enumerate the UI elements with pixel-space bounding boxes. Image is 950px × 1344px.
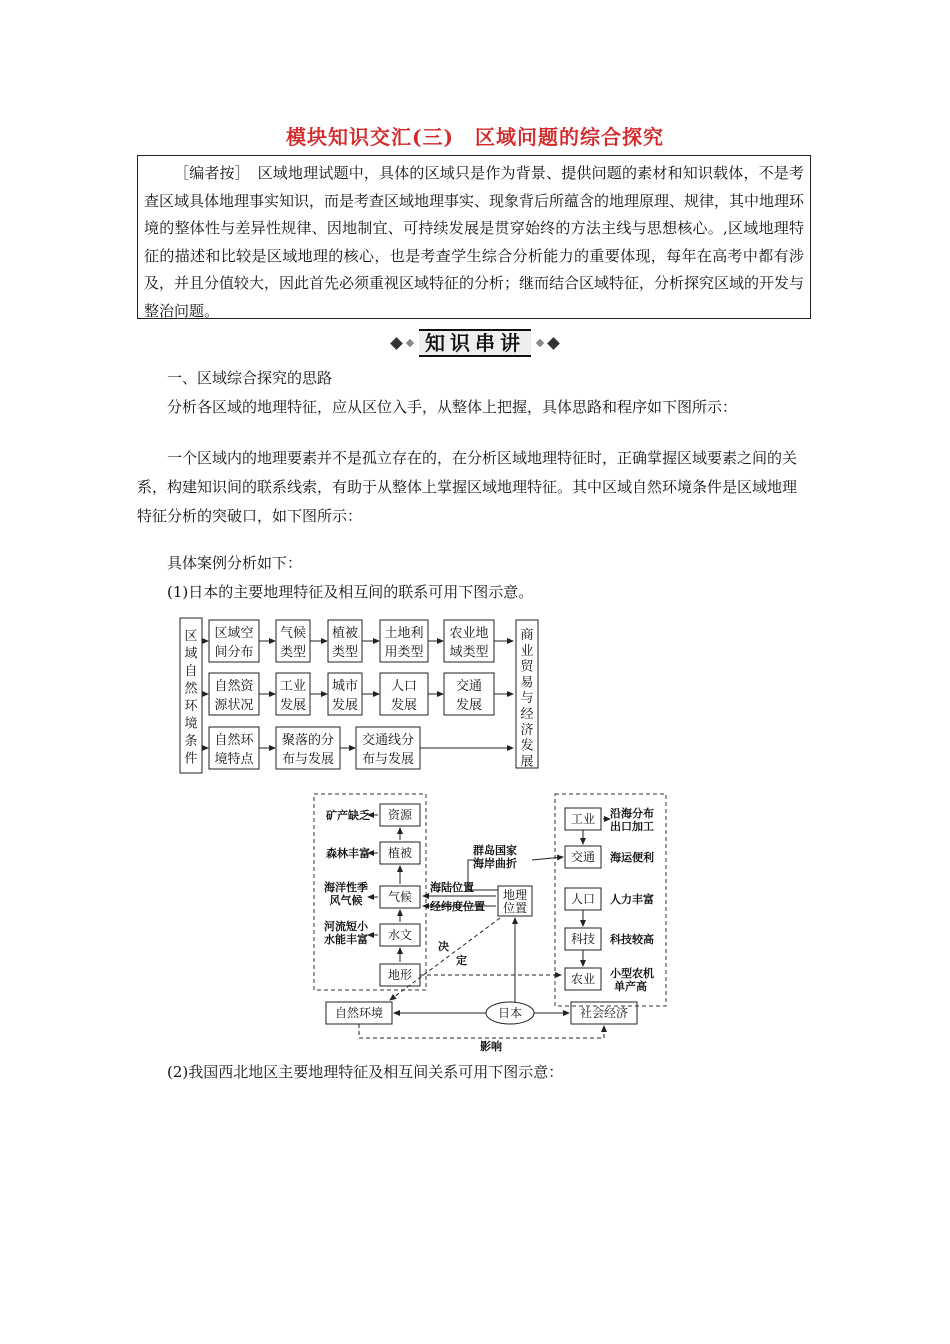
flow-box-text: 自然资 <box>214 679 254 694</box>
flow-box-text: 域类型 <box>449 645 489 660</box>
editor-note: ［编者按］ 区域地理试题中，具体的区域只是作为背景、提供问题的素材和知识载体，不是考查区域具体地理事实知识，而是考查区域地理事实、现象背后所蕴含的地理原理、规律，其中地理环境的整体性与差异性规律、因地制宜、可持续发展是贯穿始终的方法主线与思想核心。,区域地理特征的描述和比较是区域地理的核心，也是考查学生综合分析能力的重要体现，每年在高考中都有涉及，并且分值较大，因此首先必须重视区域特征的分析；继而结合区域特征，分析探究区域的开发与整治问题。 <box>137 155 811 319</box>
label: 海洋性季 <box>324 881 368 894</box>
flow-box-text: 聚落的分 <box>281 733 335 748</box>
label: 水能丰富 <box>324 933 368 946</box>
flow-box-text: 区域空 <box>214 626 254 641</box>
transport-box-text: 交通 <box>570 850 596 864</box>
location-box-text: 地理 <box>502 888 528 902</box>
flow-box-text: 发展 <box>279 698 307 713</box>
left-bar-char: 环 <box>184 699 198 714</box>
label: 森林丰富 <box>326 847 370 860</box>
flow-box-text: 源状况 <box>214 698 254 713</box>
paragraph: (1)日本的主要地理特征及相互间的联系可用下图示意。 <box>167 583 534 601</box>
region-conditions-diagram <box>176 612 546 777</box>
label: 海陆位置 <box>430 881 474 894</box>
diamond-icon <box>547 337 560 350</box>
agriculture-box-text: 农业 <box>570 972 596 986</box>
label: 影响 <box>480 1040 502 1053</box>
left-bar-char: 自 <box>184 664 198 679</box>
climate-box-text: 气候 <box>387 890 413 904</box>
label: 科技较高 <box>610 933 654 946</box>
label: 出口加工 <box>610 820 654 833</box>
label: 河流短小 <box>324 920 368 933</box>
label: 风气候 <box>329 894 363 907</box>
population-box-text: 人口 <box>570 892 596 906</box>
label: 单产高 <box>614 980 647 993</box>
flow-box-text: 用类型 <box>384 645 424 660</box>
paragraph: 分析各区域的地理特征，应从区位入手，从整体上把握，具体思路和程序如下图所示： <box>167 398 738 416</box>
right-bar-char: 业 <box>520 643 534 659</box>
label: 海运便利 <box>610 851 654 864</box>
flow-box-text: 类型 <box>331 645 359 660</box>
flow-box-text: 气候 <box>279 626 307 641</box>
left-bar-char: 件 <box>184 751 198 767</box>
left-bar-char: 然 <box>184 681 198 697</box>
right-bar-text <box>520 627 534 769</box>
right-bar-char: 经 <box>520 707 534 722</box>
right-bar-char: 贸 <box>520 659 534 675</box>
label: 定 <box>456 954 467 967</box>
section-banner <box>0 329 950 357</box>
paragraph: 一个区域内的地理要素并不是孤立存在的，在分析区域地理特征时，正确掌握区域要素之间的关系，构建知识间的联系线索，有助于从整体上掌握区域地理特征。其中区域自然环境条件是区域地理特征分析的突破口，如下图所示： <box>137 449 798 525</box>
diagram-line <box>359 1024 604 1038</box>
flow-box-text: 发展 <box>390 698 418 713</box>
label: 群岛国家 <box>473 844 517 857</box>
left-bar-char: 域 <box>184 646 198 662</box>
vegetation-box-text: 植被 <box>387 846 413 860</box>
flow-box-text: 间分布 <box>214 645 254 660</box>
japan-diagram <box>308 790 673 1060</box>
left-bar-char: 境 <box>184 716 198 732</box>
label: 决 <box>438 940 449 953</box>
section-heading: 一、区域综合探究的思路 <box>167 369 333 387</box>
label: 矿产缺乏 <box>326 809 370 822</box>
flow-box-text: 植被 <box>331 626 359 641</box>
right-bar-char: 发 <box>520 738 534 754</box>
label: 人力丰富 <box>610 893 654 906</box>
diamond-icon <box>536 339 544 347</box>
left-bar-text <box>184 629 198 767</box>
left-bar-char: 条 <box>184 734 198 749</box>
flow-box-text: 交通 <box>455 679 483 694</box>
flow-box-text: 发展 <box>331 698 359 713</box>
right-bar-char: 展 <box>520 754 534 770</box>
label: 小型农机 <box>610 967 654 980</box>
flow-box-text: 土地利 <box>384 626 424 641</box>
diamond-icon <box>390 337 403 350</box>
industry-box-text: 工业 <box>570 812 596 826</box>
flow-box-text: 自然环 <box>214 733 254 748</box>
natural-env-box-text: 自然环境 <box>334 1006 384 1020</box>
flow-box-text: 工业 <box>279 679 307 694</box>
technology-box-text: 科技 <box>570 932 596 946</box>
right-bar-char: 与 <box>520 691 534 707</box>
hydrology-box-text: 水文 <box>387 928 413 942</box>
japan-node-text: 日本 <box>497 1006 523 1020</box>
flow-box-text: 布与发展 <box>361 752 415 767</box>
flow-box-text: 发展 <box>455 698 483 713</box>
left-bar-char: 区 <box>184 629 198 644</box>
paragraph: 具体案例分析如下： <box>167 554 303 572</box>
location-box-text: 位置 <box>502 901 528 915</box>
label: 经纬度位置 <box>430 900 485 913</box>
right-bar-char: 济 <box>520 722 534 738</box>
page-title: 模块知识交汇(三) 区域问题的综合探究 <box>286 125 664 149</box>
flow-box-text: 布与发展 <box>281 752 335 767</box>
diamond-icon <box>406 339 414 347</box>
paragraph: (2)我国西北地区主要地理特征及相互间关系可用下图示意： <box>167 1063 564 1081</box>
resource-box-text: 资源 <box>387 808 413 822</box>
right-bar-char: 商 <box>520 628 534 643</box>
flow-box-text: 人口 <box>390 679 418 694</box>
landform-box-text: 地形 <box>387 968 413 982</box>
banner-title: 知识串讲 <box>419 329 531 357</box>
socioeconomic-box-text: 社会经济 <box>579 1006 629 1020</box>
label: 沿海分布 <box>610 807 654 820</box>
flow-box-text: 境特点 <box>214 752 254 767</box>
flow-box-text: 交通线分 <box>361 733 415 748</box>
flow-box-text: 农业地 <box>449 626 489 641</box>
right-bar-char: 易 <box>520 675 534 691</box>
flow-box-text: 城市 <box>331 679 359 694</box>
flow-box-text: 类型 <box>279 645 307 660</box>
label: 海岸曲折 <box>473 857 517 870</box>
diagram-arrow <box>532 857 563 860</box>
